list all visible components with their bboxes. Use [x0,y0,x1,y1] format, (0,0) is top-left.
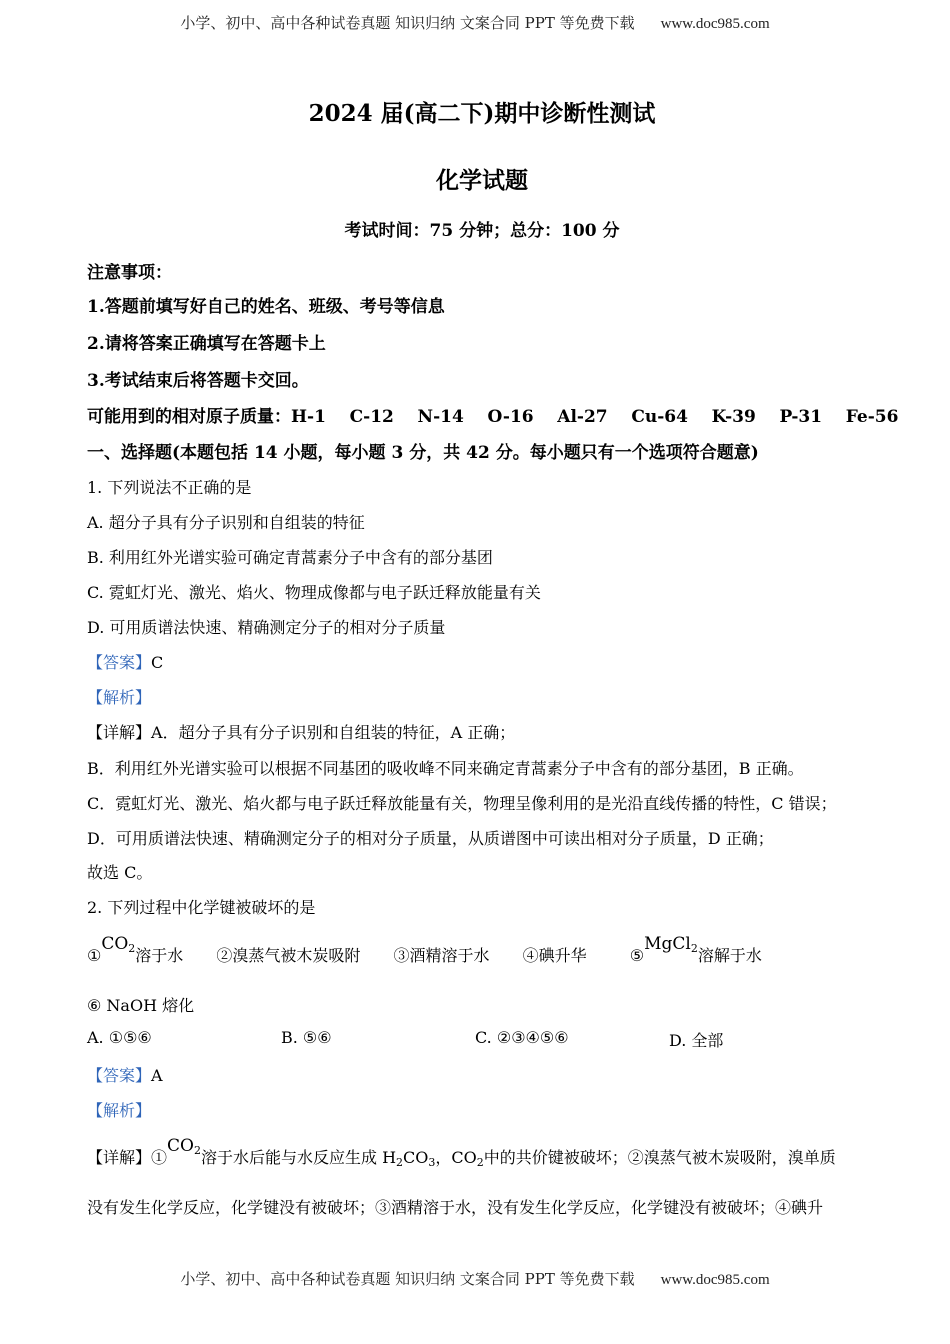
q1-stem: 1. 下列说法不正确的是 [87,478,252,497]
co2-formula [167,1136,201,1157]
header-site[interactable]: www.doc985.com [660,16,770,32]
mgcl2-formula [644,934,698,955]
co2-formula [101,934,135,955]
q2-option-c: C. ②③④⑤⑥ [475,1028,569,1047]
subject-title: 化学试题 [436,167,528,194]
item-number: ⑤ [629,946,645,965]
q2-answer [87,1063,163,1086]
item-text: 溶解于水 [697,946,762,965]
answer-value: A [151,1066,163,1085]
formula-text: CO [167,1136,194,1156]
answer-value: C [151,653,164,672]
item-number: ① [151,1148,168,1167]
formula-subscript: 2 [128,942,136,955]
analysis-tag: 【解析】 [87,1101,152,1120]
notes-heading: 注意事项： [87,263,172,283]
formula-text: MgCl [644,934,691,954]
item-text: 溶于水 [135,946,184,965]
q2-option-d: D. 全部 [669,1031,724,1050]
note-item: 2.请将答案正确填写在答题卡上 [87,334,326,354]
q2-detail-line-1 [87,1136,836,1169]
answer-tag: 【答案】 [87,1066,152,1085]
q1-option-c: C. 霓虹灯光、激光、焰火、物理成像都与电子跃迁释放能量有关 [87,583,541,602]
q1-detail-c: C．霓虹灯光、激光、焰火都与电子跃迁释放能量有关，物理呈像利用的是光沿直线传播的特性，C 错误； [87,794,837,813]
q2-item-2: ②溴蒸气被木炭吸附 [216,946,361,965]
note-item: 3.考试结束后将答题卡交回。 [87,371,309,391]
formula-subscript: 2 [690,942,698,955]
analysis-tag: 【解析】 [87,688,152,707]
q2-detail-line-2: 没有发生化学反应，化学键没有被破坏；③酒精溶于水，没有发生化学反应，化学键没有被破坏；④碘升 [87,1198,824,1217]
header-text: 小学、初中、高中各种试卷真题 知识归纳 文案合同 PPT 等免费下载 [180,14,635,32]
detail-text: ，CO [435,1148,477,1167]
formula-text: CO [101,934,129,954]
q2-option-a: A. ①⑤⑥ [87,1028,152,1047]
q1-option-d: D. 可用质谱法快速、精确测定分子的相对分子质量 [87,618,446,637]
answer-tag: 【答案】 [87,653,152,672]
formula-subscript: 2 [396,1156,404,1169]
note-item: 1.答题前填写好自己的姓名、班级、考号等信息 [87,297,445,317]
exam-title: 2024 届(高二下)期中诊断性测试 [308,100,656,127]
footer-site[interactable]: www.doc985.com [660,1272,770,1288]
q2-stem: 2. 下列过程中化学键被破坏的是 [87,898,316,917]
detail-tag: 【详解】 [87,723,152,742]
formula-subscript: 2 [193,1144,201,1157]
q2-items-row [87,934,762,967]
q1-detail-a [87,720,515,743]
q1-option-b: B. 利用红外光谱实验可确定青蒿素分子中含有的部分基团 [87,548,493,567]
q1-answer [87,650,163,673]
q1-detail-d: D．可用质谱法快速、精确测定分子的相对分子质量，从质谱图中可读出相对分子质量，D 正确； [87,829,774,848]
detail-text: 中的共价键被破坏；②溴蒸气被木炭吸附，溴单质 [483,1148,836,1167]
detail-tag: 【详解】 [87,1148,152,1167]
q2-item-4: ④碘升华 [522,946,587,965]
q2-item-6: ⑥ NaOH 熔化 [87,996,195,1015]
page-footer [0,1268,950,1289]
q2-item-3: ③酒精溶于水 [393,946,490,965]
footer-text: 小学、初中、高中各种试卷真题 知识归纳 文案合同 PPT 等免费下载 [180,1270,635,1288]
detail-text: 溶于水后能与水反应生成 H [200,1148,397,1167]
atomic-mass-line: 可能用到的相对原子质量：H-1 C-12 N-14 O-16 Al-27 Cu-64 K-39 P-31 Fe-56 [87,407,899,427]
formula-subscript: 2 [476,1156,484,1169]
section-heading: 一、选择题(本题包括 14 小题，每小题 3 分，共 42 分。每小题只有一个选项符合题意) [87,443,759,463]
q2-option-b: B. ⑤⑥ [281,1028,332,1047]
page-header [0,12,950,33]
detail-text: A．超分子具有分子识别和自组装的特征，A 正确； [151,723,516,742]
exam-info: 考试时间：75 分钟；总分：100 分 [344,221,620,241]
item-number: ① [87,946,102,965]
detail-text: CO [403,1148,429,1167]
formula-subscript: 3 [428,1156,436,1169]
q1-conclusion: 故选 C。 [87,863,153,882]
q1-option-a: A. 超分子具有分子识别和自组装的特征 [87,513,365,532]
q1-detail-b: B．利用红外光谱实验可以根据不同基团的吸收峰不同来确定青蒿素分子中含有的部分基团，B 正确。 [87,759,804,778]
